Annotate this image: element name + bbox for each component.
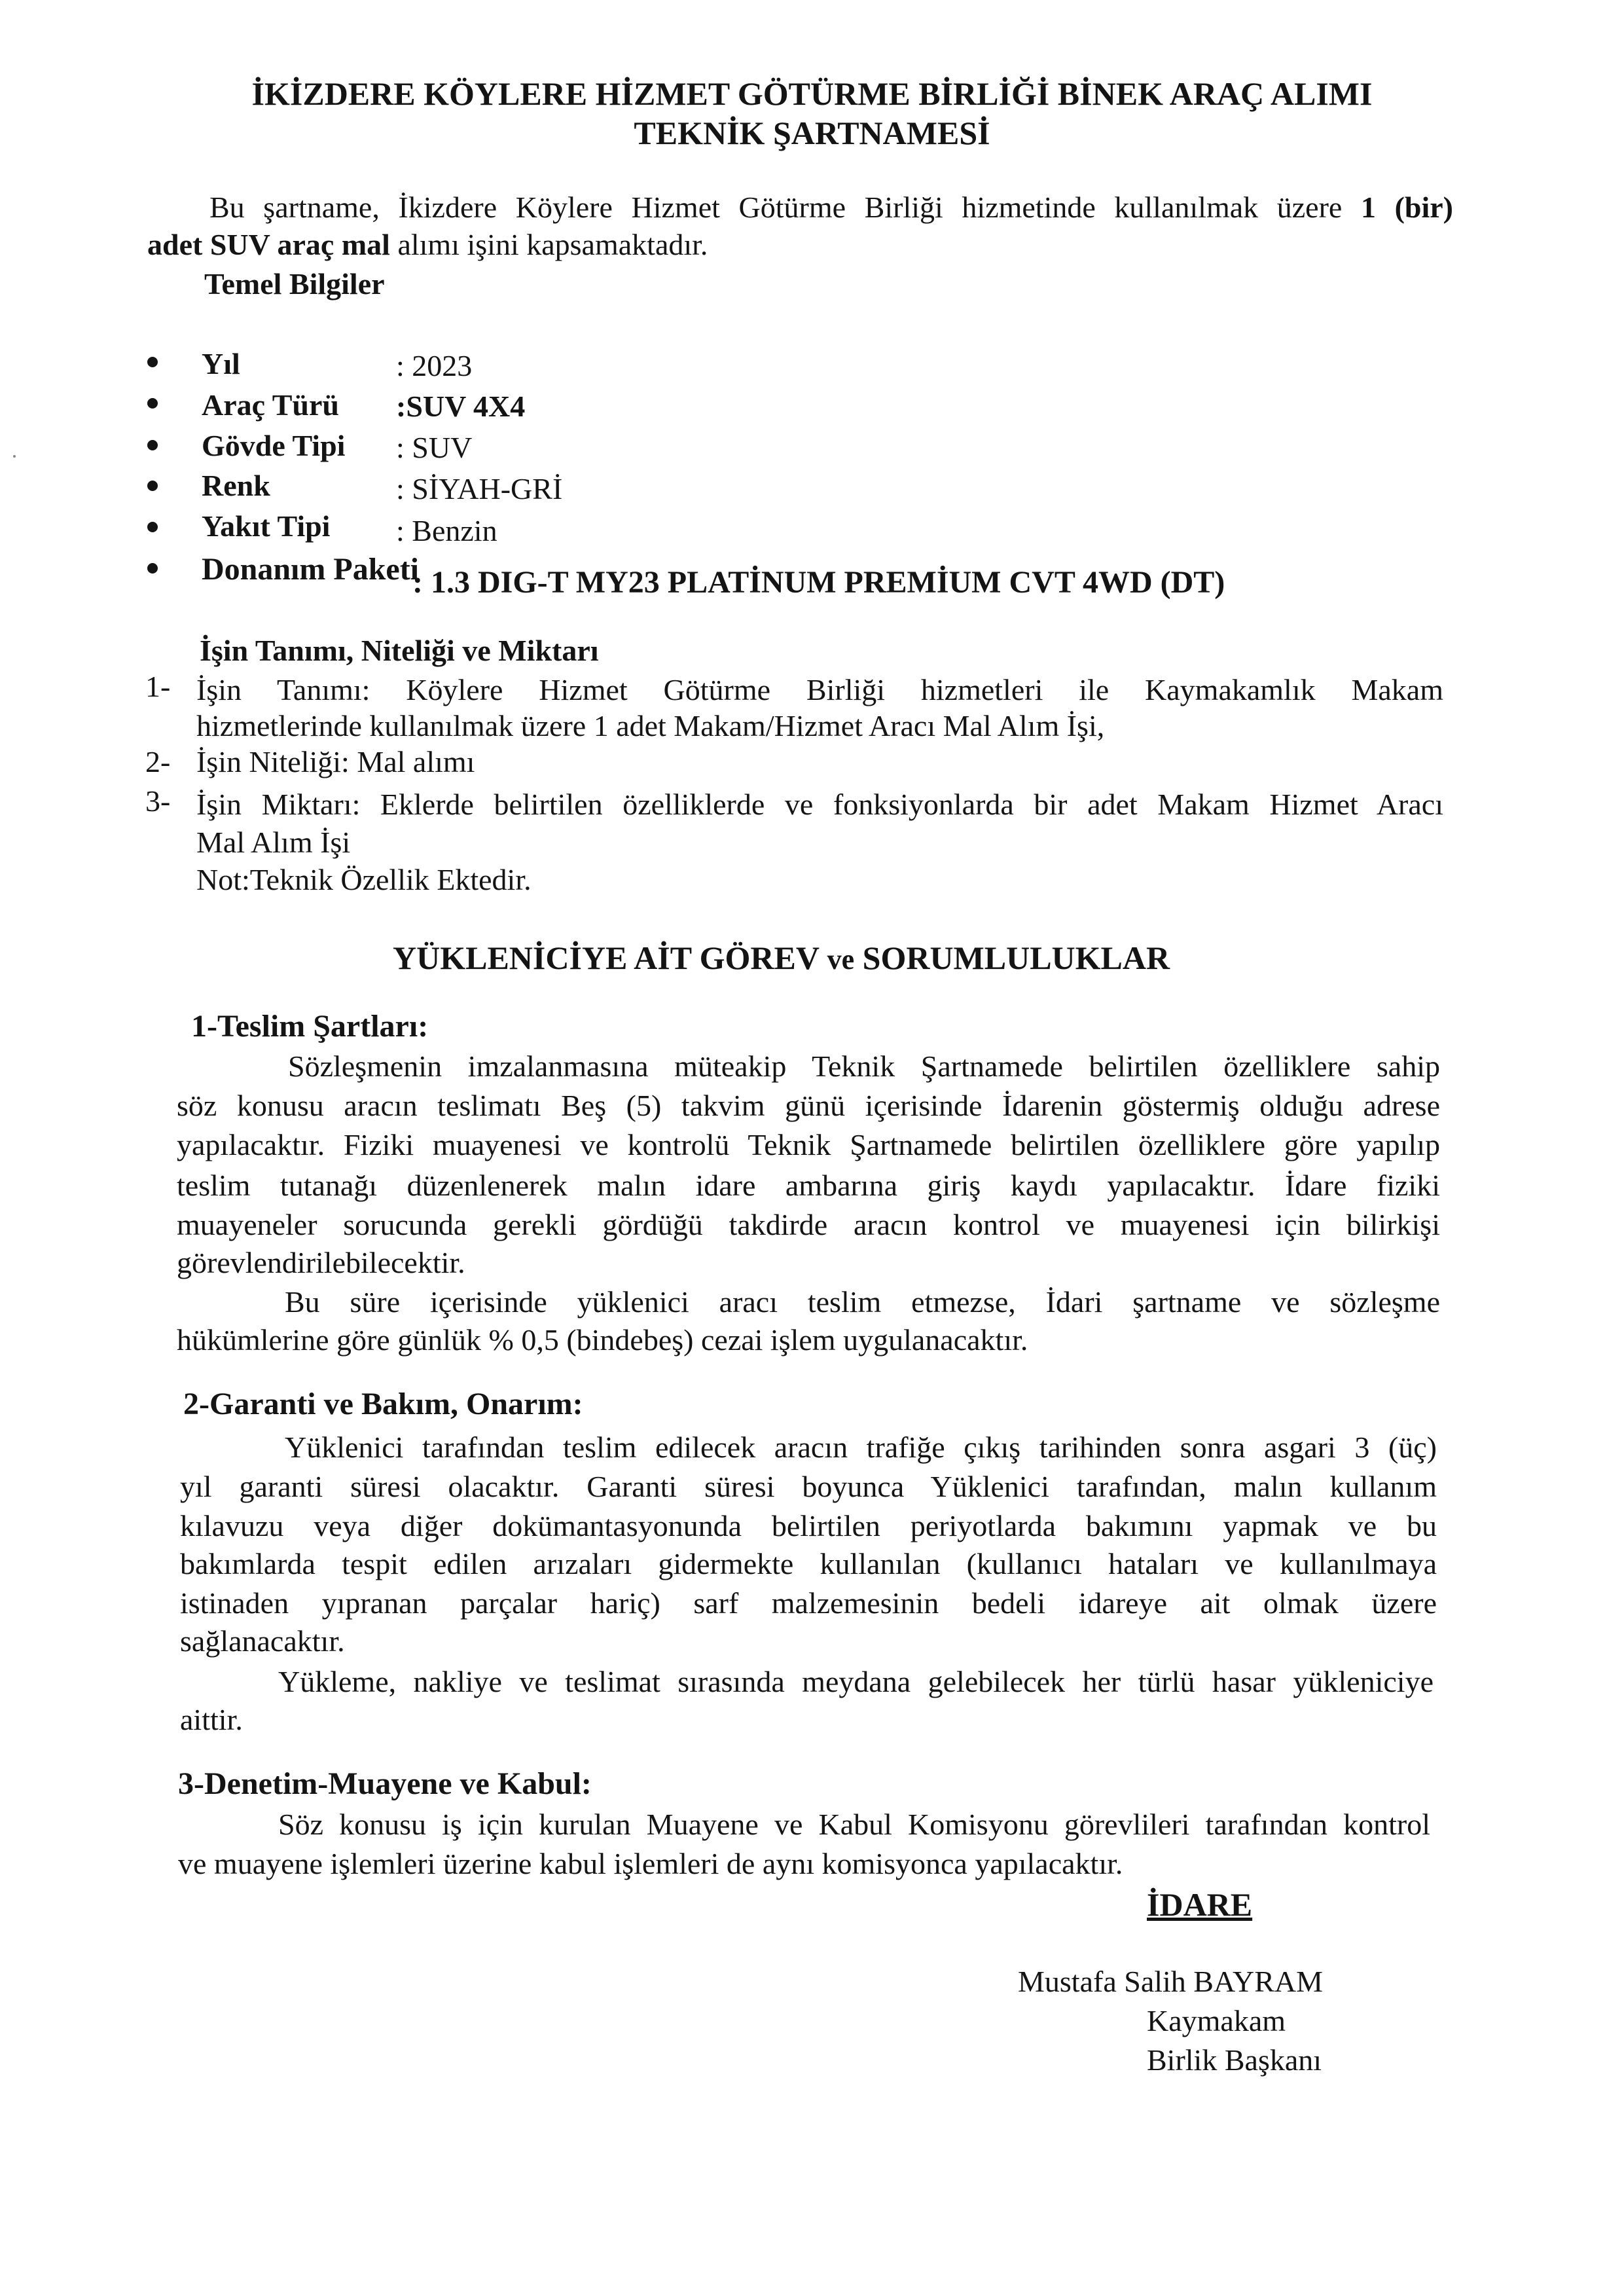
basic-info-value: : SUV: [396, 431, 473, 464]
section-2-title: 2-Garanti ve Bakım, Onarım:: [183, 1387, 583, 1421]
basic-info-key: Yıl: [202, 347, 240, 380]
section-1-line: görevlendirilebilecektir.: [177, 1246, 465, 1279]
signature-authority: İDARE: [1147, 1886, 1253, 1923]
document-title-line2: TEKNİK ŞARTNAMESİ: [634, 115, 990, 151]
job-item-2-line1: İşin Niteliği: Mal alımı: [196, 745, 475, 778]
basic-info-key: Araç Türü: [202, 388, 339, 422]
section-2-line: sağlanacaktır.: [180, 1624, 345, 1658]
basic-info-value: :SUV 4X4: [396, 390, 526, 423]
basic-info-value: : Benzin: [396, 514, 497, 547]
section-1-line: yapılacaktır. Fiziki muayenesi ve kontrolü Teknik Şartnamede belirtilen özelliklere göre yapılıp: [177, 1128, 1440, 1161]
job-item-1-line1: İşin Tanımı: Köylere Hizmet Götürme Birliği hizmetleri ile Kaymakamlık Makam: [196, 673, 1443, 706]
section-1-title: 1-Teslim Şartları:: [191, 1009, 429, 1044]
section-1-line: Sözleşmenin imzalanmasına müteakip Teknik Şartnamede belirtilen özelliklere sahip: [288, 1049, 1440, 1083]
section-3-line: Söz konusu iş için kurulan Muayene ve Kabul Komisyonu görevlileri tarafından kontrol: [278, 1808, 1430, 1841]
document-title-line1: İKİZDERE KÖYLERE HİZMET GÖTÜRME BİRLİĞİ BİNEK ARAÇ ALIMI: [251, 75, 1373, 112]
bullet-icon: [147, 563, 158, 574]
signature-name: Mustafa Salih BAYRAM: [1018, 1965, 1323, 1998]
section-3-line: ve muayene işlemleri üzerine kabul işlemleri de aynı komisyonca yapılacaktır.: [178, 1847, 1123, 1880]
duties-heading: YÜKLENİCİYE AİT GÖREV ve SORUMLULUKLAR: [393, 939, 1170, 976]
section-2-line: bakımlarda tespit edilen arızaları gidermekte kullanılan (kullanıcı hataları ve kullanılmaya: [180, 1547, 1437, 1580]
section-1-line: söz konusu aracın teslimatı Beş (5) takvim günü içerisinde İdarenin göstermiş olduğu adrese: [177, 1089, 1440, 1122]
bullet-icon: [147, 398, 158, 409]
signature-title-1: Kaymakam: [1147, 2004, 1286, 2037]
section-2-line: aittir.: [180, 1703, 243, 1736]
section-1-line: teslim tutanağı düzenlenerek malın idare ambarına giriş kaydı yapılacaktır. İdare fiziki: [177, 1169, 1440, 1202]
basic-info-value: : 1.3 DIG-T MY23 PLATİNUM PREMİUM CVT 4WD (DT): [412, 565, 1225, 600]
bullet-icon: [147, 522, 158, 532]
job-note: Not:Teknik Özellik Ektedir.: [196, 863, 532, 896]
section-2-line: Yükleme, nakliye ve teslimat sırasında meydana gelebilecek her türlü hasar yükleniciye: [278, 1665, 1434, 1698]
signature-title-2: Birlik Başkanı: [1147, 2043, 1322, 2077]
bullet-icon: [147, 357, 158, 367]
section-2-line: kılavuzu veya diğer dokümantasyonunda belirtilen periyotlarda bakımını yapmak ve bu: [180, 1509, 1437, 1542]
section-1-line: muayeneler sorucunda gerekli gördüğü takdirde aracın kontrol ve muayenesi için bilirkişi: [177, 1208, 1440, 1241]
basic-info-value: : 2023: [396, 349, 473, 382]
job-item-number: 3-: [145, 784, 171, 818]
job-item-number: 2-: [145, 745, 171, 778]
section-3-title: 3-Denetim-Muayene ve Kabul:: [178, 1766, 592, 1801]
basic-info-value: : SİYAH-GRİ: [396, 472, 563, 505]
bullet-icon: [147, 440, 158, 450]
basic-info-heading: Temel Bilgiler: [204, 267, 385, 301]
section-1-line: hükümlerine göre günlük % 0,5 (bindebeş) cezai işlem uygulanacaktır.: [177, 1323, 1028, 1357]
job-item-1-line2: hizmetlerinde kullanılmak üzere 1 adet Makam/Hizmet Aracı Mal Alım İşi,: [196, 709, 1105, 742]
section-2-line: Yüklenici tarafından teslim edilecek aracın trafiğe çıkış tarihinden sonra asgari 3 (üç): [285, 1430, 1437, 1464]
basic-info-key: Gövde Tipi: [202, 429, 346, 462]
intro-line-2: adet SUV araç mal alımı işini kapsamaktadır.: [147, 228, 708, 261]
job-item-number: 1-: [145, 670, 171, 703]
section-1-line: Bu süre içerisinde yüklenici aracı teslim etmezse, İdari şartname ve sözleşme: [285, 1285, 1440, 1319]
job-heading: İşin Tanımı, Niteliği ve Miktarı: [200, 634, 599, 667]
section-2-line: istinaden yıpranan parçalar hariç) sarf malzemesinin bedeli idareye ait olmak üzere: [180, 1586, 1437, 1620]
scan-speck: [13, 455, 16, 458]
basic-info-key: Renk: [202, 469, 270, 502]
intro-line-1: Bu şartname, İkizdere Köylere Hizmet Götürme Birliği hizmetinde kullanılmak üzere 1 (bir): [209, 191, 1453, 224]
section-2-line: yıl garanti süresi olacaktır. Garanti süresi boyunca Yüklenici tarafından, malın kullanım: [180, 1470, 1437, 1503]
job-item-3-line2: Mal Alım İşi: [196, 826, 351, 859]
bullet-icon: [147, 481, 158, 491]
job-item-3-line1: İşin Miktarı: Eklerde belirtilen özelliklerde ve fonksiyonlarda bir adet Makam Hizmet Aracı: [196, 788, 1443, 821]
basic-info-key: Donanım Paketi: [202, 552, 420, 587]
basic-info-key: Yakıt Tipi: [202, 509, 331, 543]
